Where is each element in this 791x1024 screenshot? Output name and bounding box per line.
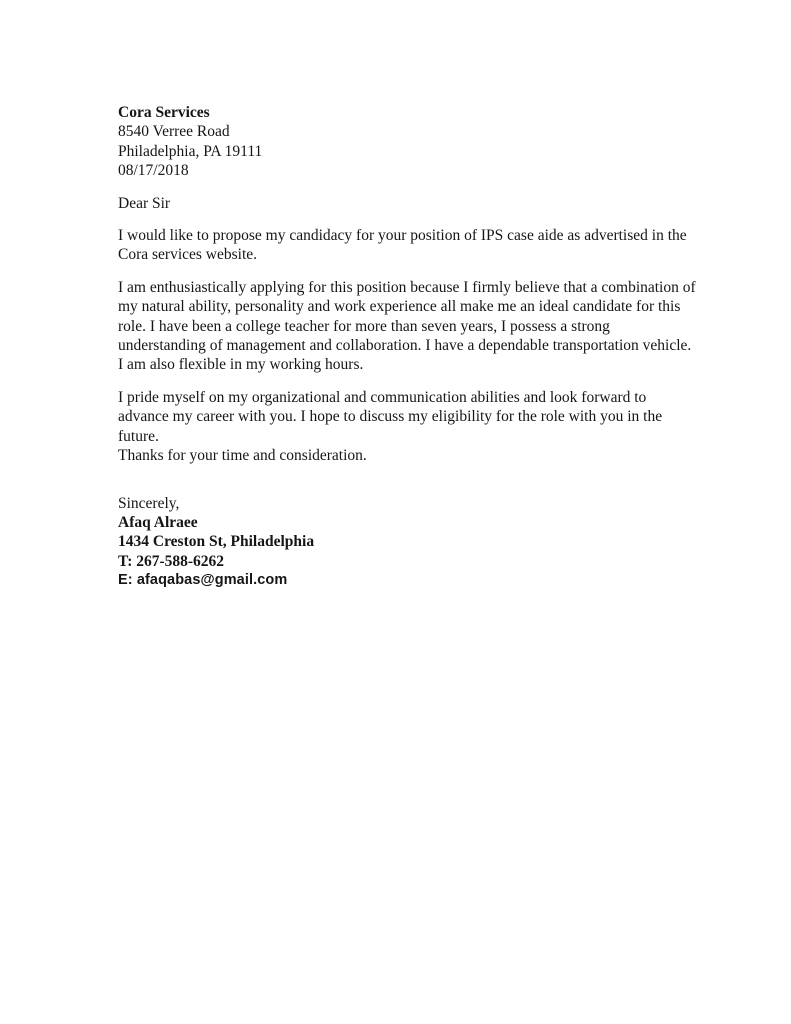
- sender-address-line2: Philadelphia, PA 19111: [118, 142, 263, 160]
- paragraph-line: my natural ability, personality and work experience all make me an ideal candidate for this: [118, 298, 681, 316]
- signer-phone: T: 267-588-6262: [118, 552, 225, 570]
- signer-email: E: afaqabas@gmail.com: [118, 572, 288, 589]
- paragraph-line: I am also flexible in my working hours.: [118, 356, 364, 374]
- cover-letter: [118, 103, 696, 591]
- sender-address-line1: 8540 Verree Road: [118, 123, 230, 141]
- signer-address: 1434 Creston St, Philadelphia: [118, 533, 315, 551]
- paragraph-2: [118, 278, 696, 375]
- paragraph-line: future.: [118, 427, 159, 445]
- salutation: Dear Sir: [118, 194, 171, 212]
- paragraph-line: Thanks for your time and consideration.: [118, 447, 367, 465]
- paragraph-3: [118, 388, 678, 466]
- paragraph-line: I would like to propose my candidacy for your position of IPS case aide as advertised in the: [118, 227, 687, 245]
- paragraph-line: advance my career with you. I hope to discuss my eligibility for the role with you in the: [118, 408, 663, 426]
- paragraph-line: I am enthusiastically applying for this position because I firmly believe that a combination of: [118, 278, 696, 296]
- valediction: Sincerely,: [118, 494, 180, 512]
- sender-block: [118, 103, 678, 181]
- signer-name: Afaq Alraee: [118, 513, 198, 531]
- paragraph-1: [118, 226, 687, 265]
- paragraph-line: Cora services website.: [118, 246, 258, 264]
- signature-block: [118, 494, 678, 591]
- letter-date: 08/17/2018: [118, 162, 189, 180]
- paragraph-line: role. I have been a college teacher for more than seven years, I possess a strong: [118, 317, 610, 335]
- sender-name: Cora Services: [118, 104, 210, 121]
- paragraph-line: understanding of management and collaboration. I have a dependable transportation vehicle.: [118, 337, 692, 355]
- paragraph-line: I pride myself on my organizational and communication abilities and look forward to: [118, 388, 647, 406]
